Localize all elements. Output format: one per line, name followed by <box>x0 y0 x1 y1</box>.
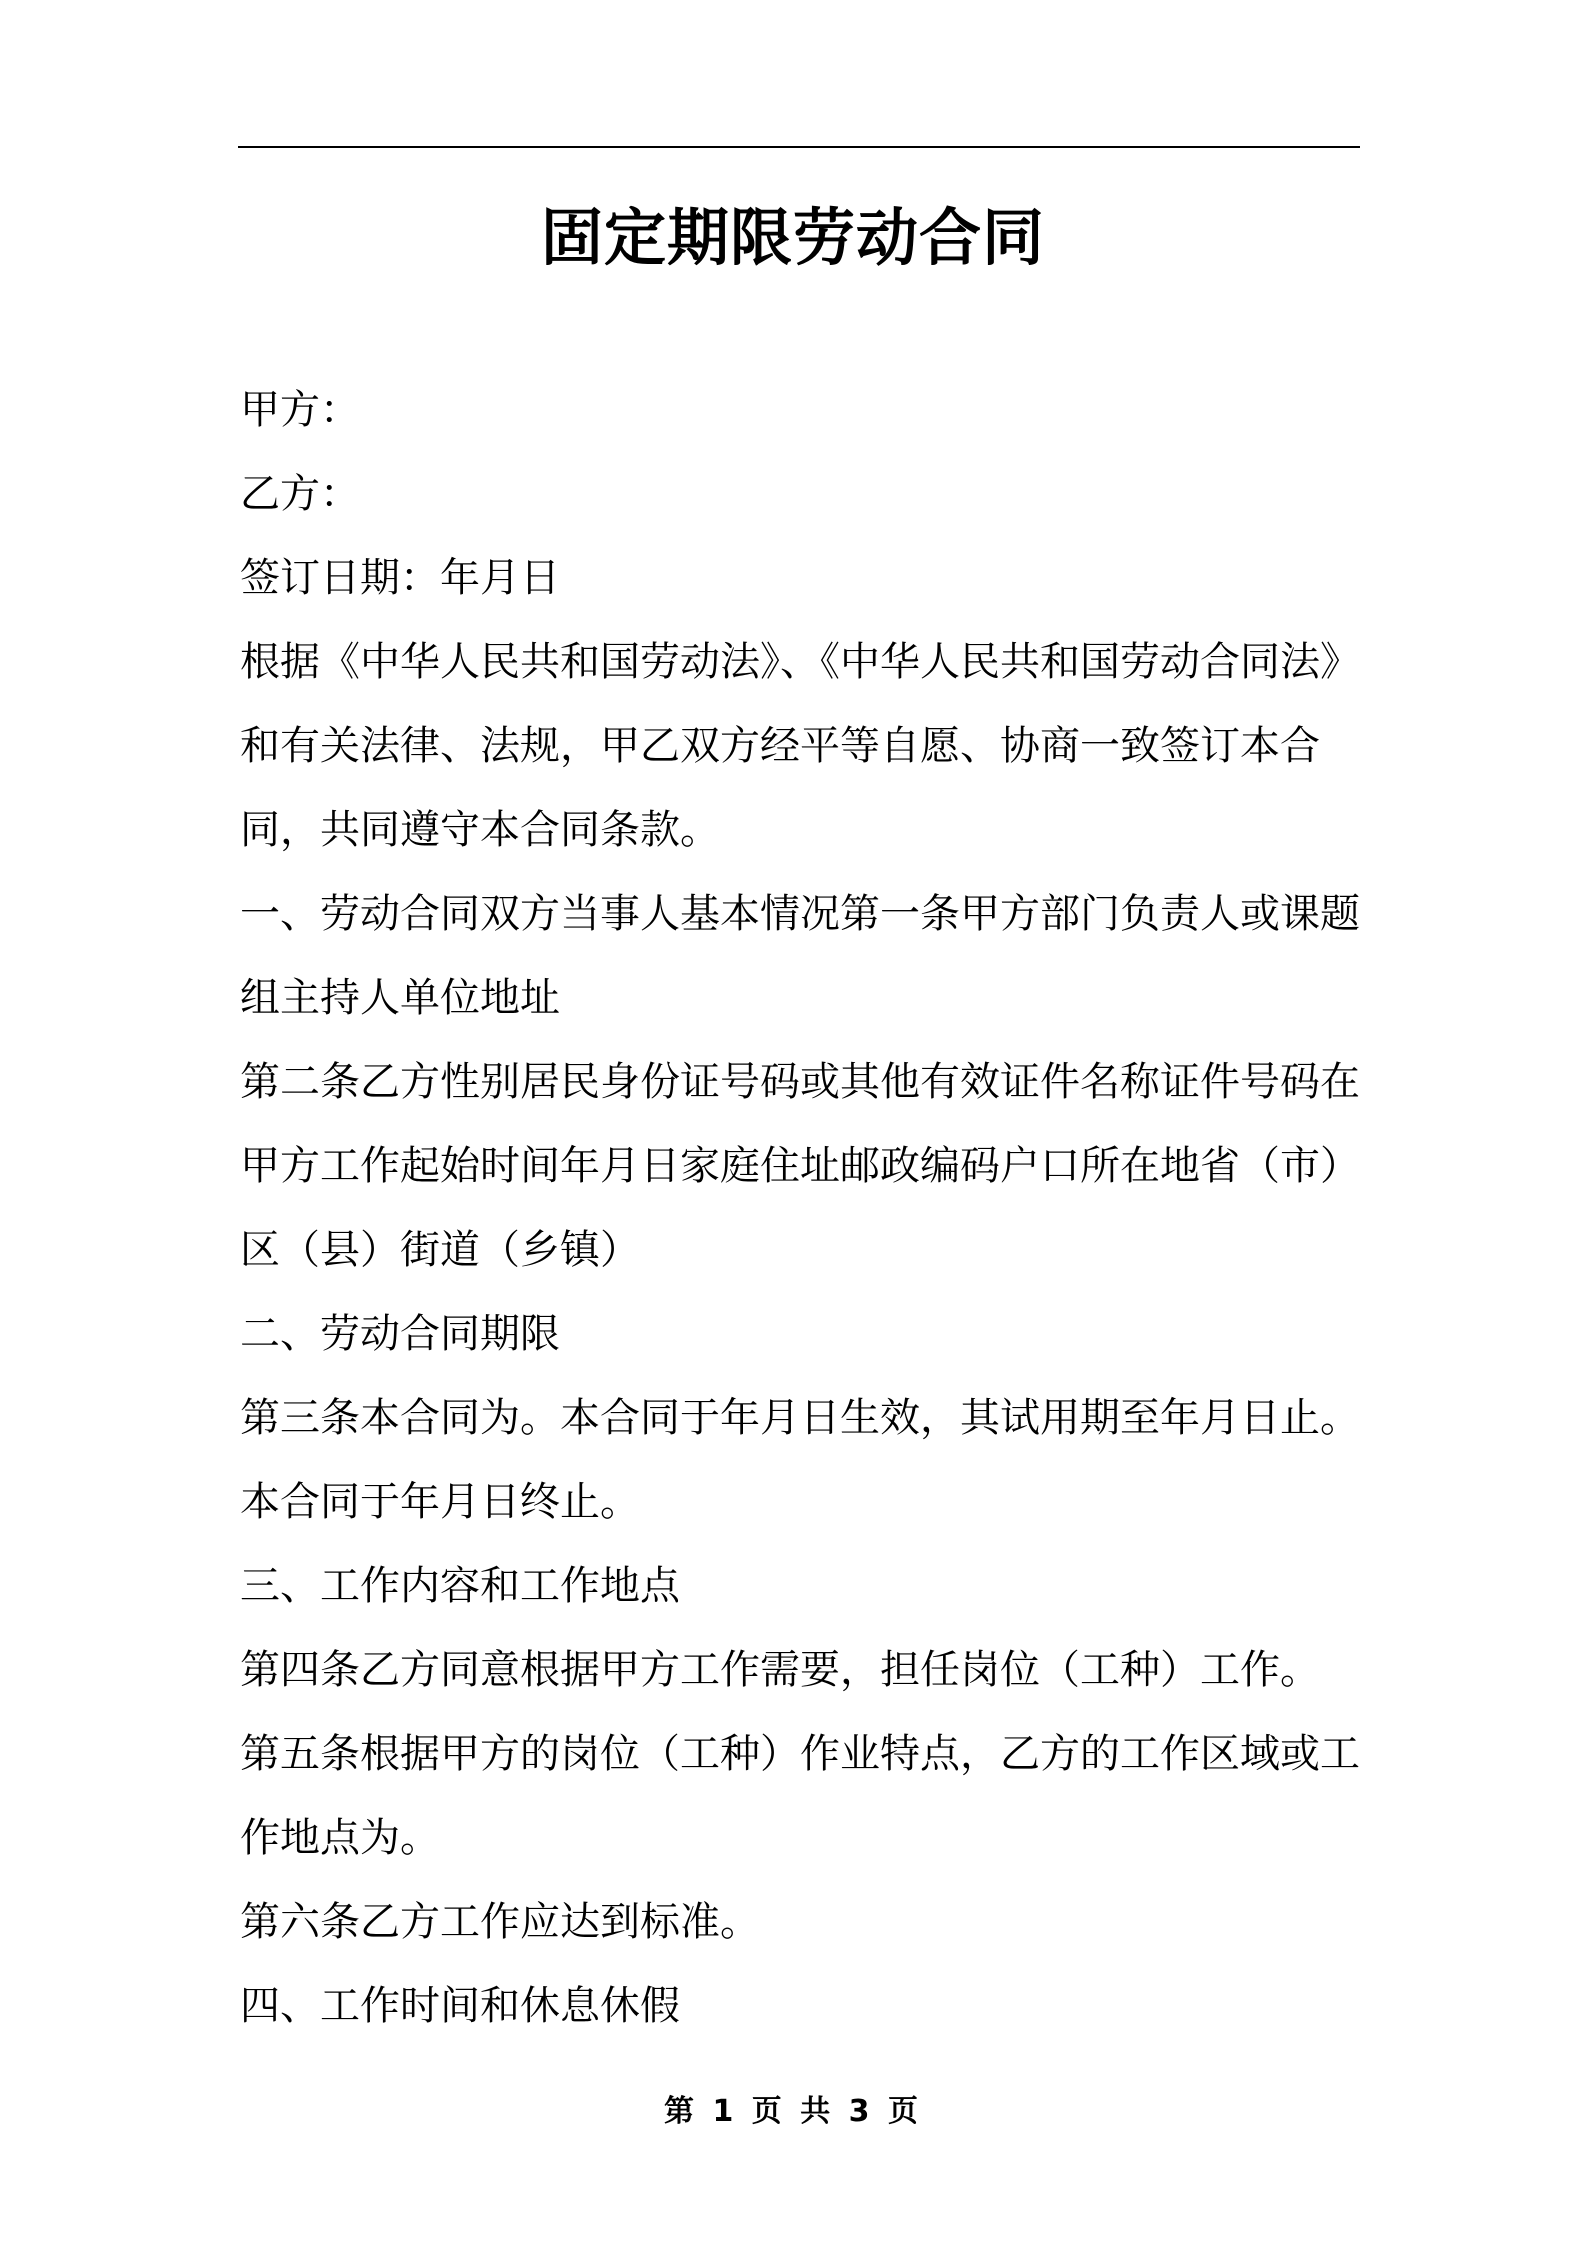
section-three-heading: 三、工作内容和工作地点 <box>240 1563 680 1609</box>
article-three-paragraph: 第三条本合同为。本合同于年月日生效，其试用期至年月日止。本合同于年月日终止。 <box>240 1395 1360 1525</box>
party-b-line: 乙方： <box>240 471 360 517</box>
article-four-paragraph: 第四条乙方同意根据甲方工作需要，担任岗位（工种）工作。 <box>240 1647 1320 1693</box>
section-one-paragraph: 一、劳动合同双方当事人基本情况第一条甲方部门负责人或课题组主持人单位地址 <box>240 891 1360 1021</box>
document-title: 固定期限劳动合同 <box>540 201 1045 274</box>
article-five-paragraph: 第五条根据甲方的岗位（工种）作业特点，乙方的工作区域或工作地点为。 <box>240 1731 1360 1861</box>
article-two-paragraph: 第二条乙方性别居民身份证号码或其他有效证件名称证件号码在甲方工作起始时间年月日家庭住址邮政编码户口所在地省（市）区（县）街道（乡镇） <box>240 1059 1360 1273</box>
preamble-paragraph: 根据《中华人民共和国劳动法》、《中华人民共和国劳动合同法》和有关法律、法规，甲乙双方经平等自愿、协商一致签订本合同，共同遵守本合同条款。 <box>240 639 1360 853</box>
header-rule <box>238 146 1360 148</box>
page-number-footer: 第 1 页 共 3 页 <box>664 2094 922 2129</box>
party-a-line: 甲方： <box>240 387 360 433</box>
article-six-paragraph: 第六条乙方工作应达到标准。 <box>240 1899 760 1945</box>
section-two-heading: 二、劳动合同期限 <box>240 1311 560 1357</box>
document-body <box>240 368 1395 2048</box>
section-four-heading: 四、工作时间和休息休假 <box>240 1983 680 2029</box>
signing-date-line: 签订日期：年月日 <box>240 555 560 601</box>
